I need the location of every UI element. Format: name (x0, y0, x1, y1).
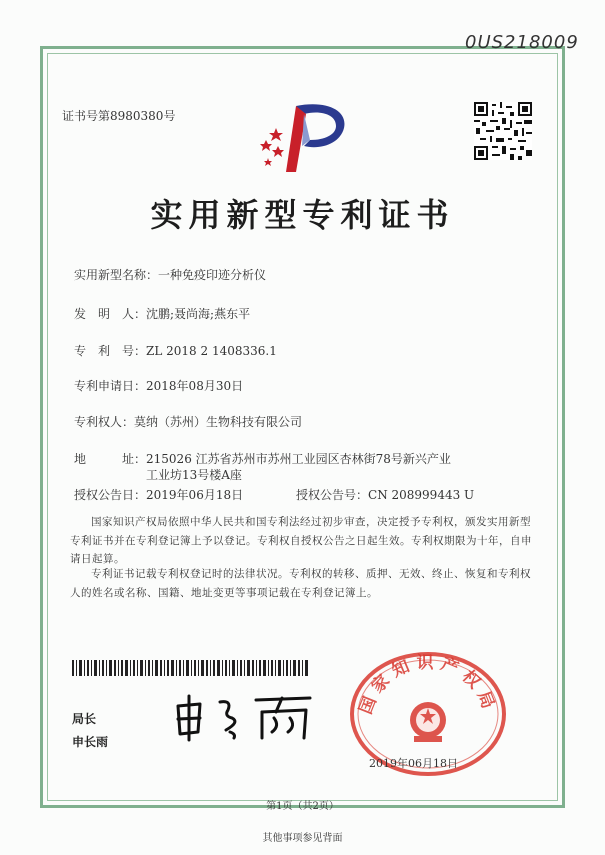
barcode-icon (72, 660, 308, 676)
address-row (74, 450, 451, 467)
grant-date-value: 2019年06月18日 (146, 488, 244, 502)
grant-number-row (296, 486, 474, 503)
handwritten-code: 0US218009 (465, 32, 579, 53)
patent-number-value: ZL 2018 2 1408336.1 (146, 344, 277, 358)
patent-number-row (74, 342, 277, 359)
patentee-label: 专利权人： (74, 415, 135, 429)
footer-note: 其他事项参见背面 (262, 833, 343, 844)
inventor-label: 发 明 人： (74, 307, 147, 321)
patent-office-logo-icon (256, 100, 348, 174)
page-number: 第1页（共2页） (266, 801, 339, 812)
seal-date: 2019年06月18日 (369, 757, 458, 770)
signer-title: 局长 (72, 712, 97, 726)
certificate-number: 证书号第8980380号 (62, 109, 176, 123)
filing-date-label: 专利申请日： (74, 379, 147, 393)
address-line-1: 215026 江苏省苏州市苏州工业园区杏林街78号新兴产业 (146, 452, 451, 466)
grant-number-label: 授权公告号： (296, 488, 369, 502)
grant-date-label: 授权公告日： (74, 488, 147, 502)
qr-code-icon (474, 102, 532, 160)
signature-icon (170, 692, 320, 742)
address-line-2: 工业坊13号楼A座 (146, 468, 242, 482)
utility-model-name-row (74, 266, 266, 283)
grant-date-row (74, 486, 243, 503)
name-label: 实用新型名称： (74, 268, 159, 282)
seal-text: 国家知识产权局 (355, 653, 501, 718)
certificate-title: 实用新型专利证书 (150, 196, 455, 234)
patent-number-label: 专 利 号： (74, 344, 147, 358)
filing-date-value: 2018年08月30日 (146, 379, 244, 393)
grant-paragraph: 国家知识产权局依照中华人民共和国专利法经过初步审查，决定授予专利权，颁发实用新型专利证书并在专利登记簿上予以登记。专利权自授权公告之日起生效。专利权期限为十年，自申请日起算。 (70, 516, 532, 565)
address-label: 地 址： (74, 452, 147, 466)
inventor-row (74, 305, 250, 322)
legal-status-paragraph: 专利证书记载专利权登记时的法律状况。专利权的转移、质押、无效、终止、恢复和专利权人的姓名或名称、国籍、地址变更等事项记载在专利登记簿上。 (70, 568, 531, 599)
grant-number-value: CN 208999443 U (368, 488, 475, 502)
name-value: 一种免疫印迹分析仪 (158, 268, 267, 282)
filing-date-row (74, 377, 243, 394)
inventor-value: 沈鹏;聂尚海;燕东平 (146, 307, 251, 321)
signer-name: 申长雨 (72, 735, 109, 749)
patentee-row (74, 413, 302, 430)
patentee-value: 莫纳（苏州）生物科技有限公司 (134, 415, 303, 429)
